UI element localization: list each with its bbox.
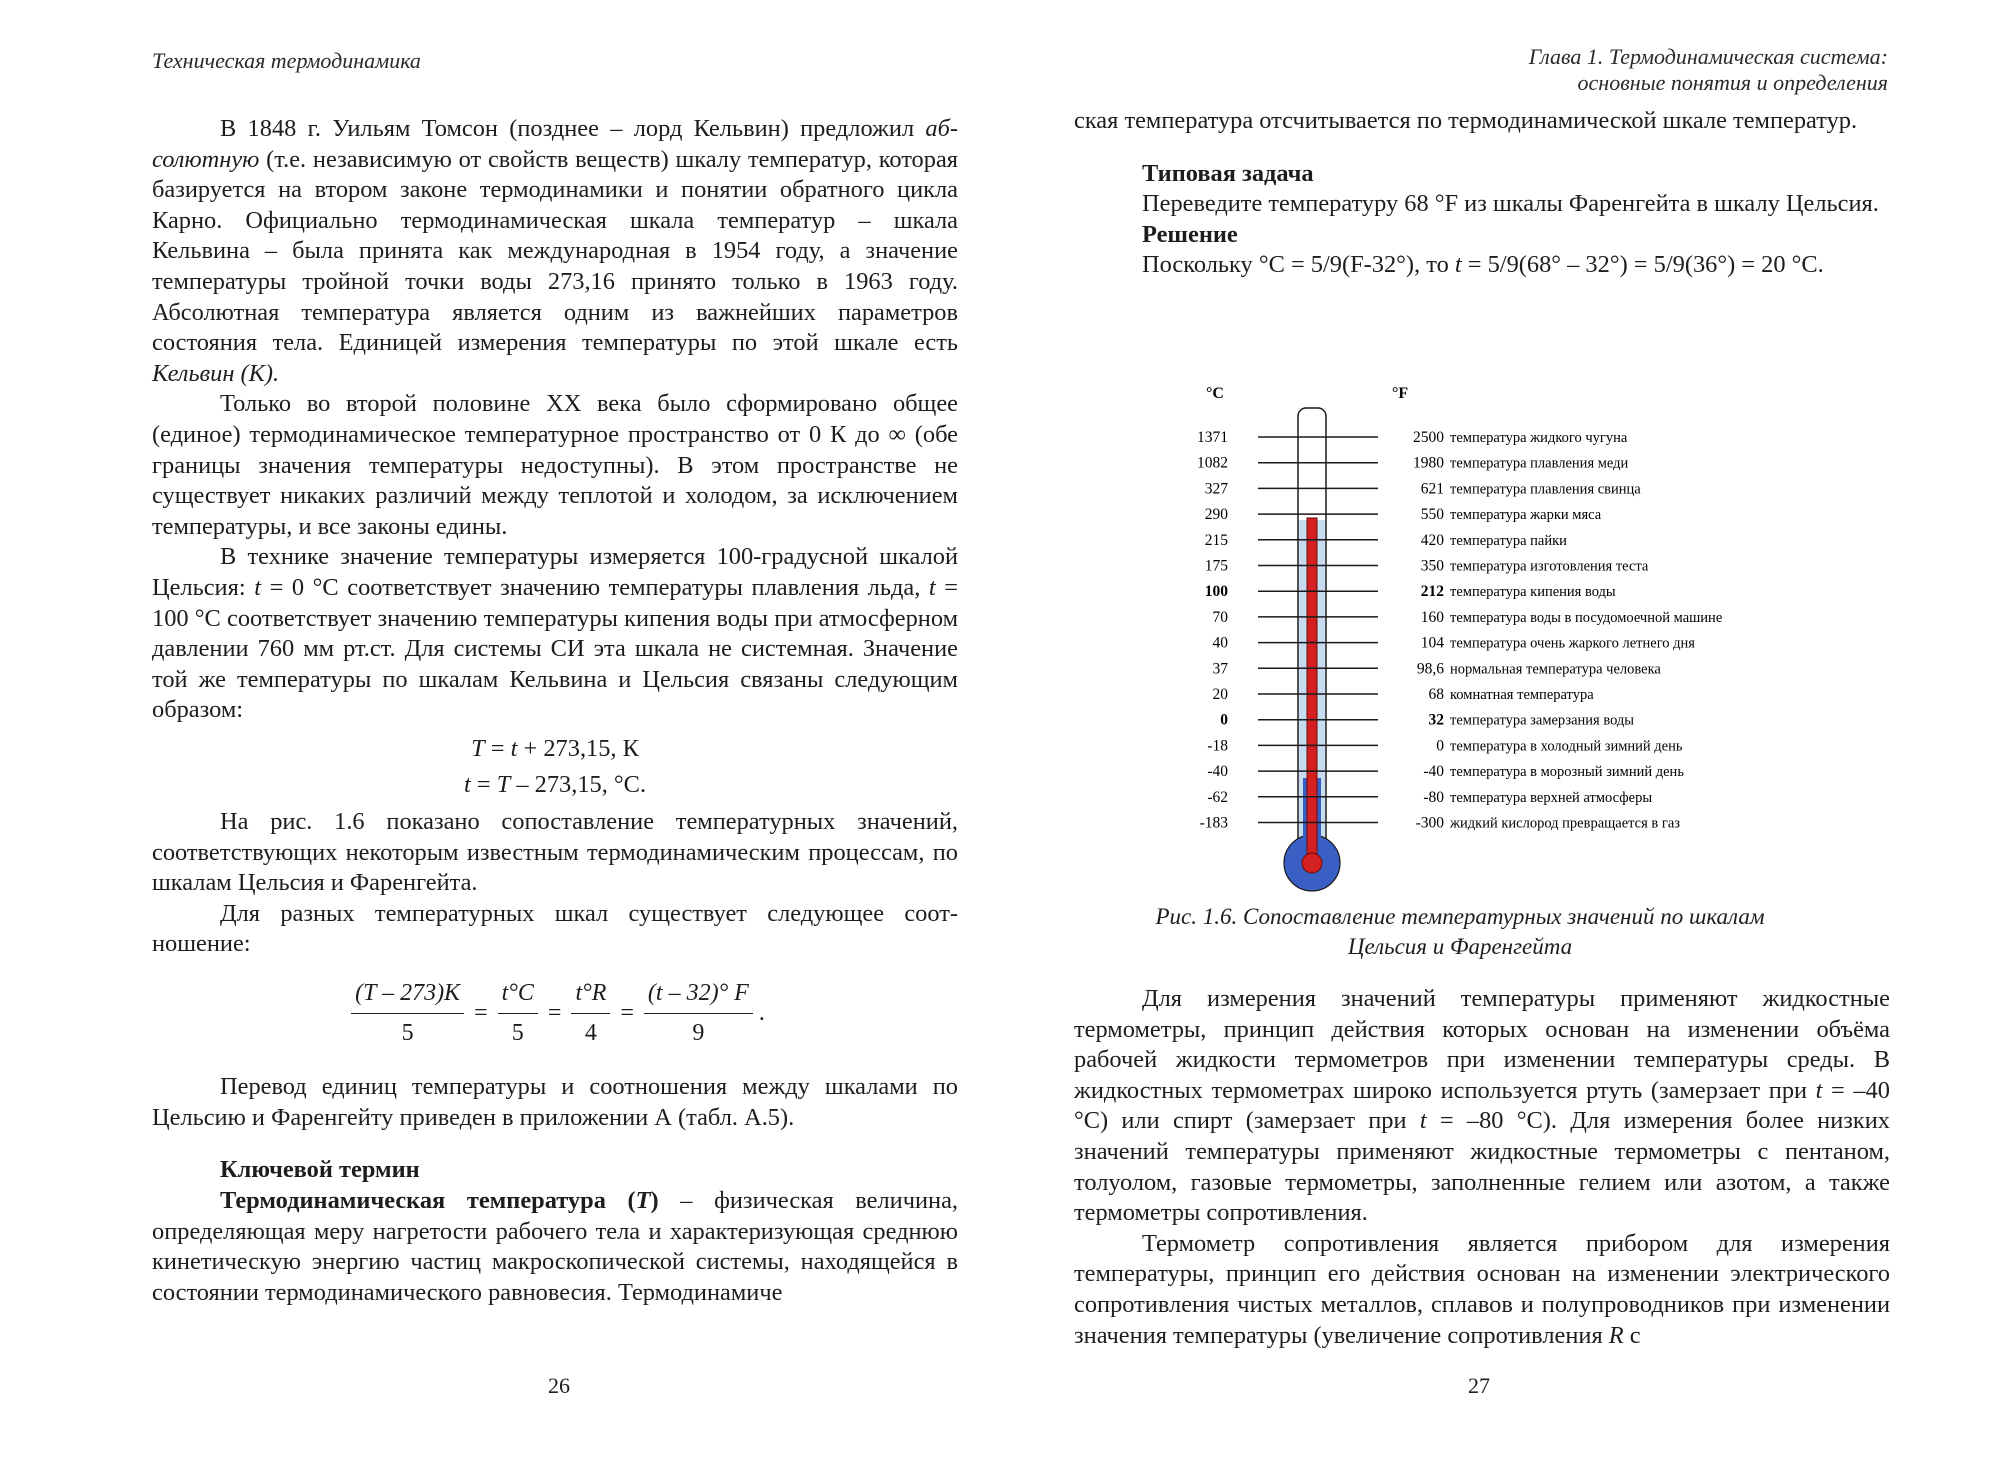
text-run: = 5/9(68° – 32°) = 5/9(36°) = 20 °С. <box>1461 251 1824 279</box>
text-run: + 273,15, К <box>517 734 639 762</box>
scale-row <box>1205 480 1642 497</box>
fahrenheit-value: -80 <box>1423 788 1444 806</box>
var: T <box>496 771 511 799</box>
text-run: Для измерения значений температуры применяют жидкостные термометры, принцип действия которых основан на изменении объёма рабочей жидкости термометров при изменении температуры среды. В жидкостных термометрах широко используется ртуть (замерзает при <box>1074 985 1890 1104</box>
var: t <box>463 771 471 799</box>
numerator: (T – 273)K <box>351 978 464 1014</box>
key-term-definition <box>152 1186 958 1308</box>
scale-row <box>1207 763 1684 780</box>
celsius-value: -40 <box>1207 763 1228 781</box>
process-label: нормальная температура человека <box>1450 661 1661 678</box>
term-bold: ) <box>650 1187 659 1214</box>
equals-sign: = <box>547 999 562 1026</box>
fahrenheit-value: 1980 <box>1413 454 1444 472</box>
scale-row <box>1205 506 1602 523</box>
text-run: = –40 °С) или спирт (замерзает при <box>1074 1076 1890 1135</box>
key-term-title: Ключевой термин <box>220 1156 420 1184</box>
paragraph-liquid-thermometers <box>1074 984 1890 1229</box>
scale-ratio-equation <box>152 978 958 1048</box>
celsius-value: -62 <box>1207 788 1228 806</box>
process-label: температура изготовления теста <box>1450 558 1649 575</box>
fahrenheit-value: 420 <box>1420 531 1444 549</box>
paragraph-figure-ref: На рис. 1.6 показано сопоставление температурных значений, соответствующих некоторым известным термодинамическим процессам, по шкалам Цельсия и Фаренгейта. <box>152 808 958 897</box>
var-t: t <box>254 573 261 601</box>
thermometer-body <box>1284 408 1340 891</box>
mercury-column <box>1307 518 1317 863</box>
running-head-left: Техническая термодинамика <box>152 48 421 73</box>
paragraph-space: Только во второй половине XX века было сформировано общее (единое) термодинамическое температурное пространство от 0 К до ∞ (обе границы значения температуры недоступны). В этом пространстве не существует никаких различий между теплотой и холодом, за исключением температуры, и все законы едины. <box>152 390 958 540</box>
denominator: 4 <box>584 1019 597 1046</box>
text-run: = 0 °С соответствует значению температуры плавления льда, <box>260 573 929 601</box>
celsius-value: 20 <box>1212 686 1228 703</box>
text-run: – 273,15, °С. <box>510 771 647 799</box>
page-number-right: 27 <box>1468 1373 1490 1398</box>
fahrenheit-value: 68 <box>1428 686 1444 703</box>
numerator: t°C <box>498 978 538 1014</box>
var: t <box>510 734 518 762</box>
scale-row <box>1197 429 1628 446</box>
fraction-celsius <box>498 978 538 1048</box>
celsius-value: 290 <box>1204 506 1228 524</box>
page-number-left: 26 <box>548 1373 570 1398</box>
celsius-value: -18 <box>1207 737 1228 755</box>
running-head-line: Глава 1. Термодинамическая система: <box>1528 44 1888 69</box>
text-run: = 100 °С соответствует значению температуры кипения воды при атмосферном давлении 760 мм рт.ст. Для системы СИ эта шкала не системная. Значение той же температуры по шкалам Кельвина и Цельсия связаны следующим образом: <box>152 573 958 724</box>
text-run: Термометр сопротивления является прибором для измерения температуры, принцип его действия основан на изменении электрического сопротивления чистых металлов, сплавов и полупроводников при изменении значения температуры (увеличение сопротивления <box>1074 1229 1890 1349</box>
paragraph-resistance-thermometer <box>1074 1229 1890 1351</box>
fraction-rankine <box>571 978 610 1048</box>
process-label: температура верхней атмосферы <box>1450 789 1653 806</box>
fahrenheit-value: 160 <box>1420 608 1444 626</box>
celsius-value: 1082 <box>1197 454 1228 472</box>
var-t: t <box>928 573 936 601</box>
paragraph-ratio-intro: Для разных температурных шкал существует следующее соотношение: <box>152 899 958 958</box>
denominator: 9 <box>692 1019 705 1046</box>
caption-line: Цельсия и Фаренгейта <box>1347 934 1573 959</box>
text-run: с <box>1623 1321 1641 1349</box>
celsius-value: 175 <box>1204 557 1228 575</box>
var: T <box>471 734 485 762</box>
celsius-value: 1371 <box>1197 429 1228 446</box>
scale-row <box>1200 815 1681 832</box>
task-text: Переведите температуру 68 °F из шкалы Фаренгейта в шкалу Цельсия. <box>1142 190 1879 218</box>
process-label: температура жарки мяса <box>1450 507 1602 524</box>
numerator: t°R <box>571 978 610 1014</box>
period: . <box>758 999 765 1026</box>
scale-row <box>1213 686 1595 703</box>
fahrenheit-value: 2500 <box>1413 429 1444 446</box>
running-head-line: основные понятия и определения <box>1577 70 1888 95</box>
figure-caption <box>1080 902 1840 962</box>
left-page-text <box>152 114 958 1308</box>
text-run: Поскольку °С = 5/9(F-32°), то <box>1142 251 1455 279</box>
fahrenheit-value: 98,6 <box>1416 660 1444 678</box>
right-page-bottom-text <box>1074 984 1890 1351</box>
celsius-value: 40 <box>1212 634 1228 652</box>
solution-text <box>1074 250 1890 281</box>
celsius-value: -183 <box>1199 814 1228 832</box>
fahrenheit-value: 104 <box>1420 634 1444 652</box>
fahrenheit-value: 0 <box>1436 737 1444 755</box>
process-label: температура кипения воды <box>1450 584 1616 601</box>
caption-line: Рис. 1.6. Сопоставление температурных значений по шкалам <box>1155 904 1765 929</box>
process-label: температура плавления меди <box>1450 455 1629 472</box>
fahrenheit-value: -300 <box>1415 814 1444 832</box>
scale-row <box>1213 635 1696 652</box>
paragraph-celsius <box>152 542 958 726</box>
formula-celsius <box>152 770 958 801</box>
celsius-header: °С <box>1206 385 1224 402</box>
var-t: t <box>1419 1107 1427 1135</box>
text-run: = <box>484 734 511 762</box>
numerator: (t – 32)° F <box>644 978 753 1014</box>
thermometer-diagram <box>1170 378 1850 898</box>
fahrenheit-value: 350 <box>1420 557 1444 575</box>
scale-row <box>1205 532 1567 549</box>
right-page-top-text <box>1074 106 1890 281</box>
process-label: комнатная температура <box>1450 687 1594 703</box>
scale-row <box>1213 660 1662 677</box>
text-run: – физическая величина, определяющая меру нагретости рабочего тела и характеризующая среднюю кинетическую энергию частиц макроскопической системы, находящейся в состоянии термодинамического равновесия. Термодинамиче <box>152 1187 958 1306</box>
celsius-value: 215 <box>1204 531 1228 549</box>
fahrenheit-value: 32 <box>1428 711 1444 729</box>
solution-title: Решение <box>1142 220 1238 248</box>
term-bold: Термодинамическая температура ( <box>220 1187 636 1214</box>
scale-row <box>1205 583 1616 600</box>
text-run: В 1848 г. Уильям Томсон (позднее – лорд Кельвин) предложил <box>220 115 926 142</box>
process-label: температура очень жаркого летнего дня <box>1450 635 1695 652</box>
text-italic: абсолютную <box>152 115 958 173</box>
var-t: t <box>1815 1076 1823 1104</box>
scale-row <box>1213 609 1723 626</box>
equals-sign: = <box>620 999 634 1026</box>
term-symbol: T <box>635 1187 651 1214</box>
celsius-value: 327 <box>1204 480 1228 498</box>
fahrenheit-value: 550 <box>1420 506 1444 524</box>
paragraph-kelvin <box>152 114 958 389</box>
celsius-value: 37 <box>1212 660 1228 678</box>
text-run: = <box>470 771 497 799</box>
process-label: температура в холодный зимний день <box>1450 738 1683 755</box>
process-label: температура пайки <box>1450 532 1567 549</box>
text-italic: Кельвин (К). <box>152 359 280 387</box>
scale-row <box>1220 712 1634 729</box>
process-label: температура плавления свинца <box>1450 481 1641 498</box>
thermometer-figure <box>1170 378 1850 898</box>
mercury-bulb <box>1302 853 1322 873</box>
task-title: Типовая задача <box>1142 159 1314 187</box>
text-run: (т.е. независимую от свойств веществ) шкалу температур, которая базируется на втором законе термодинамики и понятии обратного цикла Карно. Официально термодинамическая шкала температур – шкала Кельвина – была принята как международная в 1954 году, а значение температуры тройной точки воды 273,16 принято только в 1963 году. Абсолютная температура является одним из важнейших параметров состояния тела. Единицей измерения температуры по этой шкале есть <box>152 145 958 357</box>
thermometer-scale <box>1197 429 1722 832</box>
denominator: 5 <box>401 1019 414 1046</box>
celsius-value: 100 <box>1204 583 1228 601</box>
var-t: t <box>1454 251 1462 279</box>
text-run: В технике значение температуры измеряется 100-градусной шкалой Цельсия: <box>152 543 958 601</box>
fahrenheit-value: 212 <box>1420 583 1444 601</box>
var-r: R <box>1608 1321 1624 1349</box>
fraction-kelvin <box>351 978 464 1048</box>
process-label: температура воды в посудомоечной машине <box>1450 609 1723 626</box>
celsius-value: 70 <box>1212 608 1228 626</box>
formula-kelvin <box>152 734 958 765</box>
fraction-fahrenheit <box>644 978 753 1048</box>
process-label: температура жидкого чугуна <box>1450 430 1628 446</box>
scale-row <box>1207 789 1652 806</box>
fahrenheit-header: °F <box>1392 385 1409 402</box>
celsius-value: 0 <box>1220 711 1228 729</box>
process-label: жидкий кислород превращается в газ <box>1450 815 1680 832</box>
scale-row <box>1205 558 1649 575</box>
paragraph-continuation: ская температура отсчитывается по термодинамической шкале температур. <box>1074 107 1858 134</box>
fahrenheit-value: 621 <box>1420 480 1444 498</box>
scale-row <box>1207 737 1683 754</box>
denominator: 5 <box>511 1019 524 1046</box>
process-label: температура замерзания воды <box>1450 712 1635 729</box>
formula-block <box>152 734 958 801</box>
paragraph-appendix: Перевод единиц температуры и соотношения между шкалами по Цельсию и Фаренгейту приведен в приложении А (табл. А.5). <box>152 1073 958 1131</box>
process-label: температура в морозный зимний день <box>1450 764 1684 781</box>
scale-row <box>1197 455 1629 472</box>
running-head-right <box>1529 44 1888 96</box>
equals-sign: = <box>474 999 488 1026</box>
text-run: = –80 °С). Для измерения более низких значений температуры применяют жидкостные термометры с пентаном, толуолом, газовые термометры, заполненные гелием или азотом, а также термометры сопротивления. <box>1074 1107 1890 1227</box>
fahrenheit-value: -40 <box>1423 763 1444 781</box>
